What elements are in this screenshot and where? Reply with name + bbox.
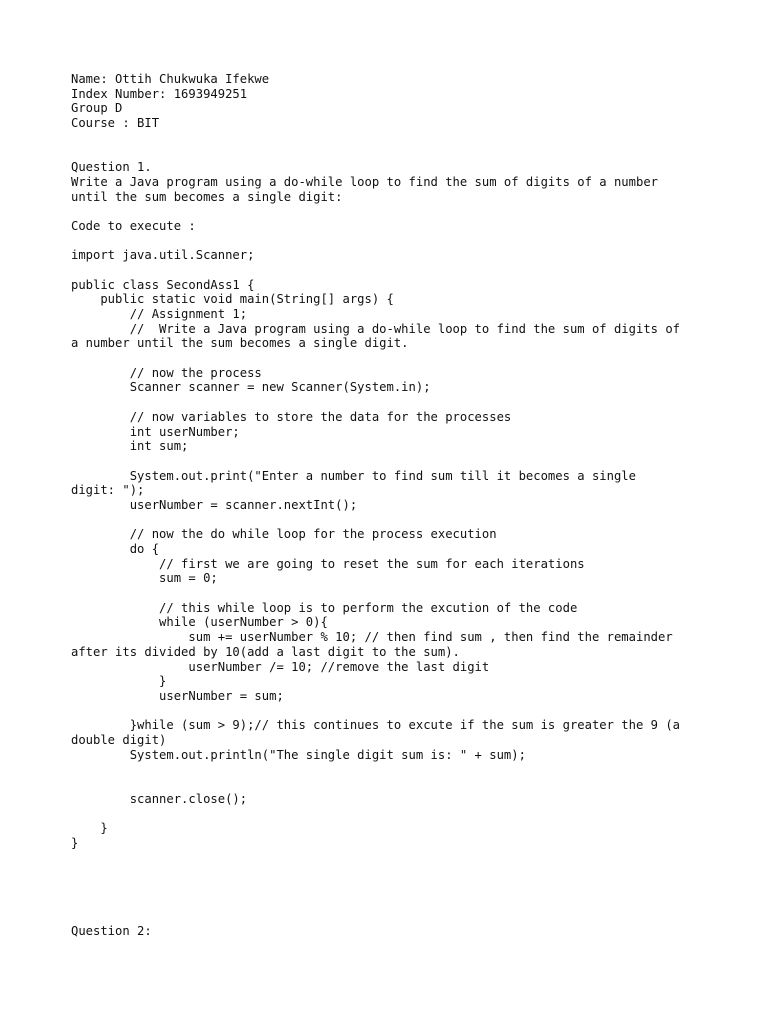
code-line: } [71, 835, 79, 850]
code-line: int sum; [71, 439, 189, 454]
code-line: double digit) [71, 732, 167, 747]
spacer [71, 895, 731, 910]
code-line [71, 263, 731, 278]
code-line: digit: "); [71, 483, 145, 498]
code-intro: Code to execute : [71, 218, 196, 233]
code-line: System.out.println("The single digit sum is: " + sum); [71, 747, 526, 762]
code-line: // now the process [71, 365, 262, 380]
spacer [71, 145, 731, 160]
student-name: Name: Ottih Chukwuka Ifekwe [71, 72, 270, 86]
code-line: sum += userNumber % 10; // then find sum , then find the remainder [71, 630, 673, 645]
code-line: int userNumber; [71, 424, 240, 439]
code-line: public static void main(String[] args) { [71, 292, 394, 307]
code-line: while (userNumber > 0){ [71, 615, 328, 630]
code-line [71, 454, 731, 469]
document-page [71, 72, 731, 939]
code-line: } [71, 821, 108, 836]
question-1-prompt-line-2: until the sum becomes a single digit: [71, 189, 343, 204]
code-line [71, 777, 731, 792]
spacer [71, 909, 731, 924]
code-block [71, 248, 731, 850]
spacer [71, 865, 731, 880]
spacer [71, 850, 731, 865]
code-line: a number until the sum becomes a single digit. [71, 336, 409, 351]
code-line: // now variables to store the data for the processes [71, 409, 512, 424]
code-line [71, 395, 731, 410]
code-line [71, 704, 731, 719]
code-line: public class SecondAss1 { [71, 277, 255, 292]
question-1-title: Question 1. [71, 160, 152, 175]
spacer [71, 234, 731, 249]
code-line [71, 586, 731, 601]
code-line: // Write a Java program using a do-while loop to find the sum of digits of [71, 321, 681, 336]
code-line: after its divided by 10(add a last digit to the sum). [71, 644, 460, 659]
code-line: userNumber = scanner.nextInt(); [71, 497, 358, 512]
code-line: sum = 0; [71, 571, 218, 586]
spacer [71, 131, 731, 146]
code-line: // now the do while loop for the process execution [71, 527, 497, 542]
code-line: System.out.print("Enter a number to find sum till it becomes a single [71, 468, 636, 483]
index-number: Index Number: 1693949251 [71, 86, 248, 101]
spacer [71, 880, 731, 895]
code-line: userNumber /= 10; //remove the last digit [71, 659, 490, 674]
code-line: do { [71, 542, 160, 556]
code-line: // this while loop is to perform the excution of the code [71, 600, 578, 615]
code-line: }while (sum > 9);// this continues to excute if the sum is greater the 9 (a [71, 718, 681, 733]
group-label: Group D [71, 101, 123, 116]
course-label: Course : BIT [71, 116, 160, 131]
code-line: // Assignment 1; [71, 307, 248, 321]
question-1-prompt-line-1: Write a Java program using a do-while loop to find the sum of digits of a number [71, 174, 658, 189]
code-line: } [71, 674, 167, 689]
code-line: userNumber = sum; [71, 688, 284, 703]
code-line: scanner.close(); [71, 791, 248, 806]
code-line: // first we are going to reset the sum for each iterations [71, 556, 585, 571]
question-2-title: Question 2: [71, 923, 152, 938]
code-line: Scanner scanner = new Scanner(System.in); [71, 380, 431, 395]
code-line [71, 762, 731, 777]
code-line [71, 513, 731, 528]
code-line [71, 351, 731, 366]
code-line: import java.util.Scanner; [71, 248, 255, 263]
spacer [71, 204, 731, 219]
code-line [71, 806, 731, 821]
